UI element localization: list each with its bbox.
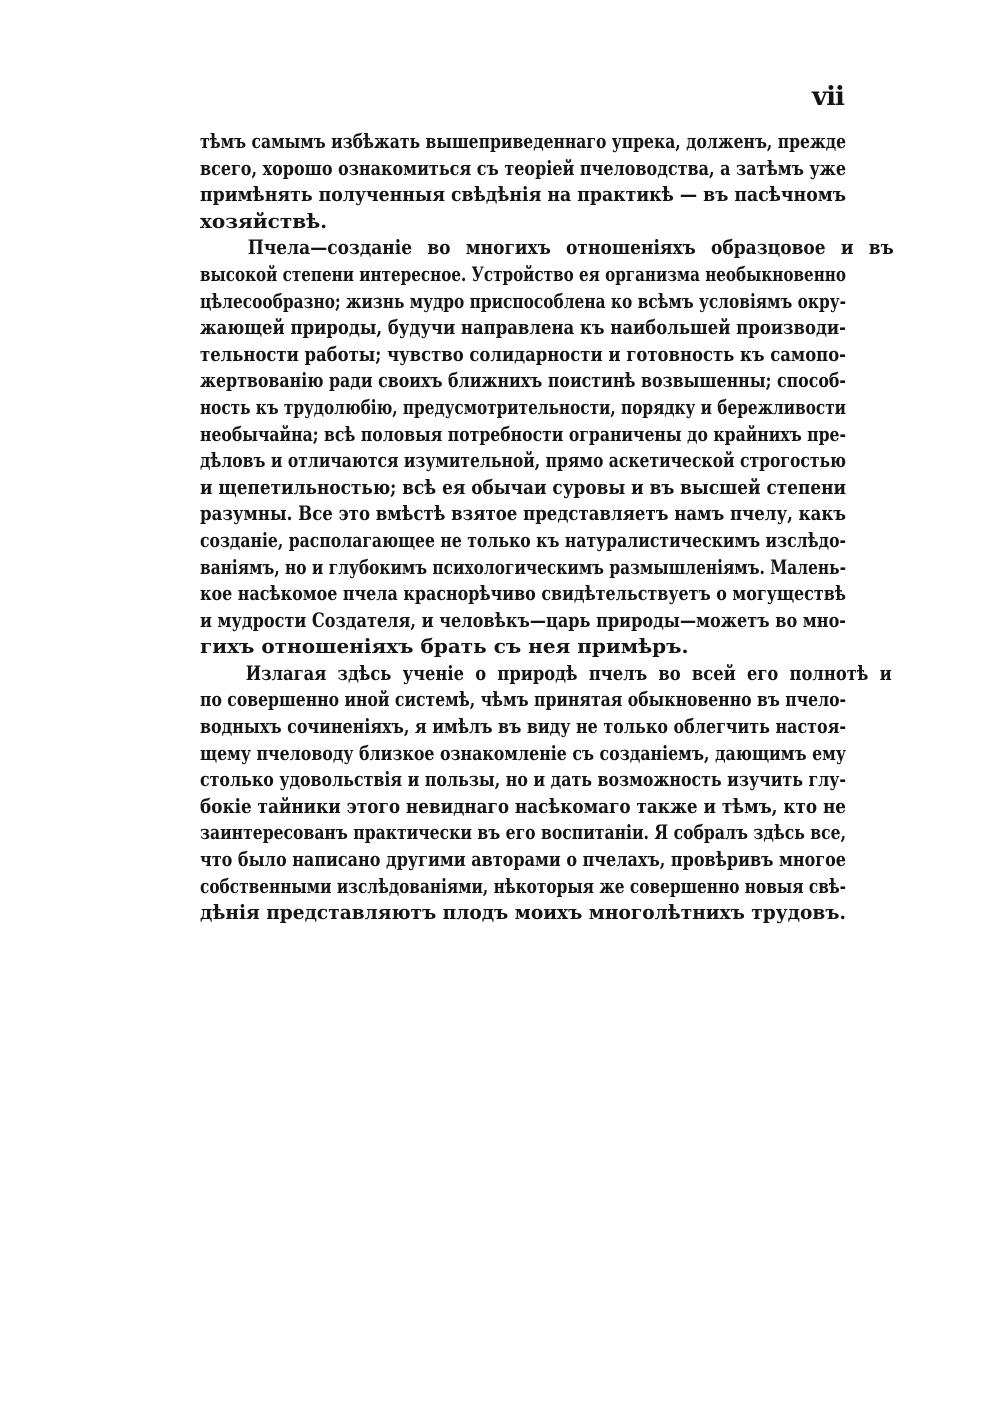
text-line: высокой степени интересное. Устройство ея организма необыкновенно [200, 261, 846, 286]
text-line: что было написано другими авторами о пчелахъ, провѣривъ многое [200, 847, 846, 872]
text-line: цѣлесообразно; жизнь мудро приспособлена ко всѣмъ условіямъ окру- [200, 288, 846, 313]
paragraph-1 [200, 128, 846, 234]
text-line: тельности работы; чувство солидарности и готовность къ самопо- [200, 341, 846, 366]
text-line: всего, хорошо ознакомиться съ теоріей пчеловодства, а затѣмъ уже [200, 155, 846, 180]
text-line: гихъ отношеніяхъ брать съ нея примѣръ. [200, 634, 689, 659]
text-line: и щепетильностью; всѣ ея обычаи суровы и въ высшей степени [200, 474, 846, 499]
paragraph-2 [200, 234, 894, 660]
text-line: ность къ трудолюбію, предусмотрительности, порядку и бережливости [200, 394, 846, 419]
text-line: дѣнія представляютъ плодъ моихъ многолѣтнихъ трудовъ. [200, 900, 846, 925]
text-line: жертвованію ради своихъ ближнихъ поистинѣ возвышенны; способ- [200, 368, 846, 393]
text-line: и мудрости Создателя, и человѣкъ—царь природы—можетъ во мно- [200, 607, 846, 632]
text-line: ваніямъ, но и глубокимъ психологическимъ размышленіямъ. Малень- [200, 554, 846, 579]
text-line: Излагая здѣсь ученіе о природѣ пчелъ во всей его полнотѣ и [245, 660, 892, 685]
text-line: кое насѣкомое пчела краснорѣчиво свидѣтельствуетъ о могуществѣ [200, 581, 846, 606]
page-number: vii [812, 82, 844, 112]
text-line: щему пчеловоду близкое ознакомленіе съ созданіемъ, дающимъ ему [200, 740, 846, 765]
text-line: заинтересованъ практически въ его воспитаніи. Я собралъ здѣсь все, [200, 820, 846, 845]
text-line: Пчела—созданіе во многихъ отношеніяхъ образцовое и въ [247, 235, 894, 260]
text-line: примѣнять полученныя свѣдѣнія на практикѣ — въ пасѣчномъ [200, 182, 846, 207]
text-line: тѣмъ самымъ избѣжать вышеприведеннаго упрека, долженъ, прежде [200, 129, 846, 153]
text-line: разумны. Все это вмѣстѣ взятое представляетъ намъ пчелу, какъ [200, 501, 846, 526]
text-line: водныхъ сочиненіяхъ, я имѣлъ въ виду не только облегчить настоя- [200, 714, 846, 739]
text-line: столько удовольствія и пользы, но и дать возможность изучить глу- [200, 767, 846, 792]
text-line: необычайна; всѣ половыя потребности ограничены до крайнихъ пре- [200, 421, 846, 446]
text-line: собственными изслѣдованіями, нѣкоторыя же совершенно новыя свѣ- [200, 873, 846, 898]
text-line: по совершенно иной системѣ, чѣмъ принятая обыкновенно въ пчело- [200, 687, 846, 712]
paragraph-3 [200, 660, 892, 926]
text-line: хозяйствѣ. [200, 208, 328, 233]
text-line: жающей природы, будучи направлена къ наибольшей производи- [200, 315, 846, 340]
text-body [200, 128, 894, 926]
text-line: дѣловъ и отличаются изумительной, прямо аскетической строгостью [200, 448, 846, 473]
text-line: бокіе тайники этого невиднаго насѣкомаго также и тѣмъ, кто не [200, 793, 846, 818]
text-line: созданіе, располагающее не только къ натуралистическимъ изслѣдо- [200, 527, 846, 552]
